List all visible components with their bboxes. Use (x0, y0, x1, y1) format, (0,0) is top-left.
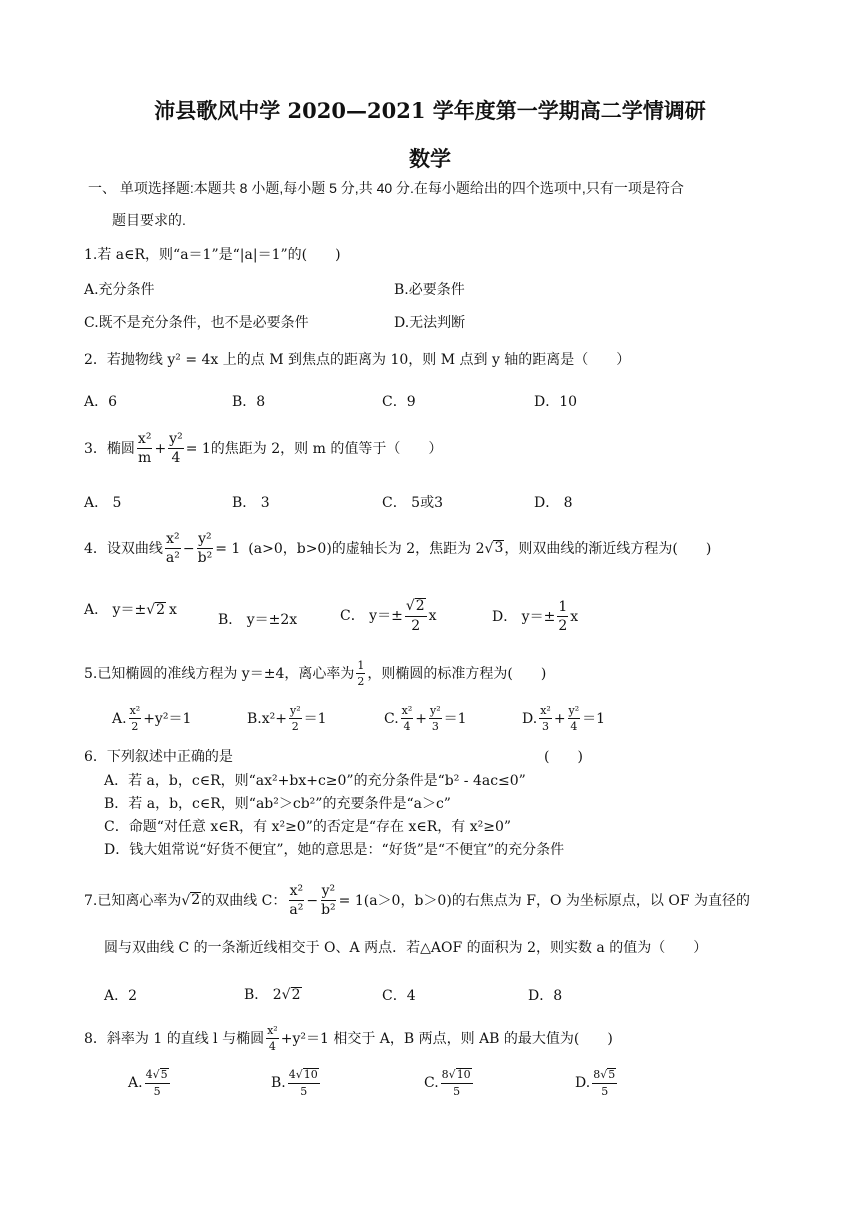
question-4-option-b: B． y＝±2x (218, 612, 298, 628)
question-6-option-b: B．若 a，b，c∈R，则“ab²＞cb²”的充要条件是“a＞c” (104, 796, 451, 812)
question-8-option-c: C. 8√10 5 (424, 1068, 471, 1099)
question-8-stem: 8．斜率为 1 的直线 l 与椭圆 x² 4 +y²＝1 相交于 A，B 两点，则 AB 的最大值为( ) (84, 1024, 613, 1053)
q4-sqrt-3: 3 (494, 540, 504, 557)
question-5-option-c: C. x² 4 + $\frac{\text{y²}}{3}$ ＝1 (384, 704, 467, 733)
q4-fraction-2: $\frac{\text{y²}}{\text{b²}}$ (197, 531, 213, 566)
question-2-option-b: B．8 (232, 394, 266, 410)
question-3-option-b: B． 3 (232, 495, 270, 511)
exam-title: 沛县歌风中学 2020—2021 学年度第一学期高二学情调研 (154, 98, 706, 123)
question-4-option-a: A． y＝± √ 2 x (84, 602, 177, 619)
question-4-stem: 4．设双曲线 x² a² − $\frac{\text{y²}}{\text{b²}}$ = 1 (a>0，b>0)的虚轴长为 2，焦距为 2 √ 3 ，则双曲线的渐近线方程为( ) (84, 531, 712, 566)
question-7-option-c: C．4 (382, 988, 416, 1004)
q4-fraction-1: x² a² (165, 531, 180, 566)
q3-fraction-1: x² m (137, 431, 152, 466)
question-8-option-d: D. 8√5 5 (575, 1068, 616, 1099)
question-2-option-c: C．9 (382, 394, 416, 410)
question-6-stem: 6．下列叙述中正确的是 (84, 749, 233, 765)
question-6-answer-paren: ( ) (544, 749, 583, 765)
question-2-option-a: A．6 (84, 394, 118, 410)
subject-title: 数学 (409, 146, 451, 171)
q7-fraction-2: $\frac{\text{y²}}{\text{b²}}$ (321, 883, 336, 918)
question-6-option-d: D．钱大姐常说“好货不便宜”，她的意思是：“好货”是“不便宜”的充分条件 (104, 842, 565, 858)
question-1-option-a: A.充分条件 (84, 282, 155, 298)
question-5-option-d: D. x² 3 + $\frac{\text{y²}}{4}$ ＝1 (522, 704, 606, 733)
question-7-option-d: D．8 (528, 988, 563, 1004)
question-5-stem: 5.已知椭圆的准线方程为 y＝±4，离心率为 1 2 ，则椭圆的标准方程为( ) (84, 659, 547, 688)
question-7-stem-line1: 7.已知离心率为 √ 2 的双曲线 C： x² a² − $\frac{\text{y²}}{\text{b²}}$ = 1 (a＞0，b＞0)的右焦点为 F，O 为坐标原点，以 OF 为直径的 (84, 883, 750, 918)
question-3-stem: 3．椭圆 x² m + $\frac{\text{y²}}{4}$ = 1 的焦距为 2，则 m 的值等于（ ） (84, 431, 443, 466)
question-2-option-d: D．10 (534, 394, 578, 410)
question-4-option-d: D． y＝± $\frac{1}{2}$ x (492, 599, 579, 634)
question-6-option-a: A．若 a，b，c∈R，则“ax²+bx+c≥0”的充分条件是“b² - 4ac≤0” (104, 773, 526, 789)
question-1-option-b: B.必要条件 (394, 282, 465, 298)
q3-fraction-2: $\frac{\text{y²}}{4}$ (169, 431, 183, 466)
question-3-option-a: A． 5 (84, 495, 122, 511)
question-7-stem-line2: 圆与双曲线 C 的一条渐近线相交于 O、A 两点．若△AOF 的面积为 2，则实数 a 的值为（ ） (104, 940, 708, 956)
section-instructions-line1: 一、 单项选择题:本题共 8 小题,每小题 5 分,共 40 分.在每小题给出的四个选项中,只有一项是符合 (88, 180, 684, 196)
question-7-option-b: B． 2 √ 2 (244, 987, 301, 1004)
question-1-option-d: D.无法判断 (394, 315, 466, 331)
question-8-option-a: A. 4√5 5 (128, 1068, 168, 1099)
q5-fraction: 1 2 (357, 659, 365, 688)
question-8-option-b: B. 4√10 5 (271, 1068, 318, 1099)
question-5-option-b: B.x²+ $\frac{\text{y²}}{2}$ ＝1 (247, 704, 327, 733)
question-5-option-a: A. x² 2 +y²＝1 (112, 704, 192, 733)
question-4-option-c: C． y＝± $\frac{√2}{2}$ x (340, 598, 437, 635)
q7-fraction-1: x² a² (289, 883, 304, 918)
question-1-stem: 1.若 a∈R，则“a＝1”是“|a|＝1”的( ) (84, 247, 341, 263)
question-6-option-c: C．命题“对任意 x∈R，有 x²≥0”的否定是“存在 x∈R，有 x²≥0” (104, 819, 512, 835)
question-2-stem: 2．若抛物线 y² = 4x 上的点 M 到焦点的距离为 10，则 M 点到 y 轴的距离是（ ） (84, 352, 631, 368)
question-7-option-a: A．2 (104, 988, 138, 1004)
section-instructions-line2: 题目要求的. (112, 212, 186, 228)
q8-fraction: x² 4 (267, 1024, 278, 1053)
question-1-option-c: C.既不是充分条件，也不是必要条件 (84, 315, 309, 331)
question-3-option-c: C． 5或3 (382, 495, 443, 511)
question-3-option-d: D． 8 (534, 495, 573, 511)
